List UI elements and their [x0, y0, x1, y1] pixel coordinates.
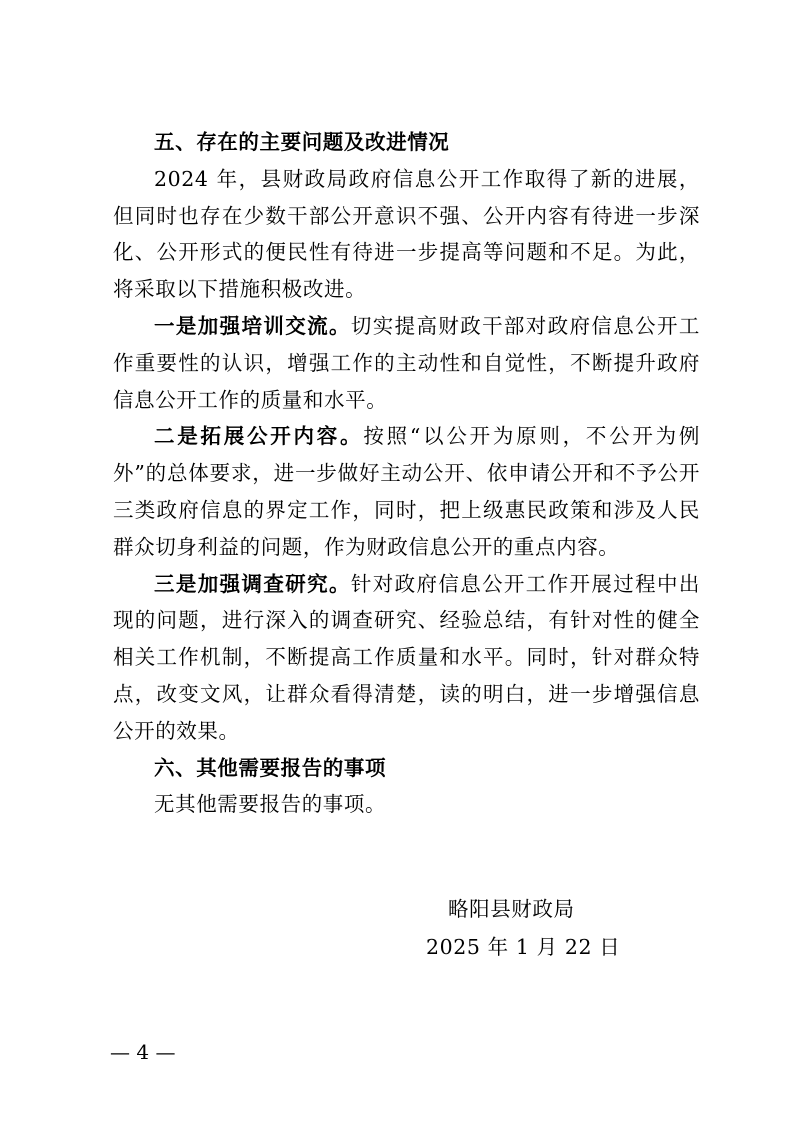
measure-2-paragraph: [113, 418, 700, 565]
section-5-heading: 五、存在的主要问题及改进情况: [154, 130, 450, 154]
signature-organization: 略阳县财政局: [448, 897, 575, 921]
measure-2-text: 按照“以公开为原则，不公开为例外”的总体要求，进一步做好主动公开、依申请公开和不予公开三类政府信息的界定工作，同时，把上级惠民政策和涉及人民群众切身利益的问题，作为财政信息公开的重点内容。: [113, 424, 700, 559]
page-number: — 4 —: [110, 1040, 176, 1064]
section-6-heading: 六、其他需要报告的事项: [154, 755, 387, 780]
section-6-text: 无其他需要报告的事项。: [154, 792, 387, 817]
measure-3-lead: 三是加强调查研究。: [154, 571, 351, 596]
measure-2-lead: 二是拓展公开内容。: [154, 424, 364, 449]
measure-3-text: 针对政府信息公开工作开展过程中出现的问题，进行深入的调查研究、经验总结，有针对性的健全相关工作机制，不断提高工作质量和水平。同时，针对群众特点，改变文风，让群众看得清楚，读的明白，进一步增强信息公开的效果。: [113, 571, 700, 743]
section-5-intro: 2024 年，县财政局政府信息公开工作取得了新的进展，但同时也存在少数干部公开意识不强、公开内容有待进一步深化、公开形式的便民性有待进一步提高等问题和不足。为此，将采取以下措施积极改进。: [113, 166, 700, 302]
document-body: [113, 124, 700, 823]
measure-1-text: 切实提高财政干部对政府信息公开工作重要性的认识，增强工作的主动性和自觉性，不断提升政府信息公开工作的质量和水平。: [113, 313, 700, 412]
measure-3-paragraph: [113, 566, 700, 750]
measure-1-paragraph: [113, 308, 700, 418]
signature-date: 2025 年 1 月 22 日: [426, 935, 621, 959]
measure-1-lead: 一是加强培训交流。: [154, 313, 351, 338]
